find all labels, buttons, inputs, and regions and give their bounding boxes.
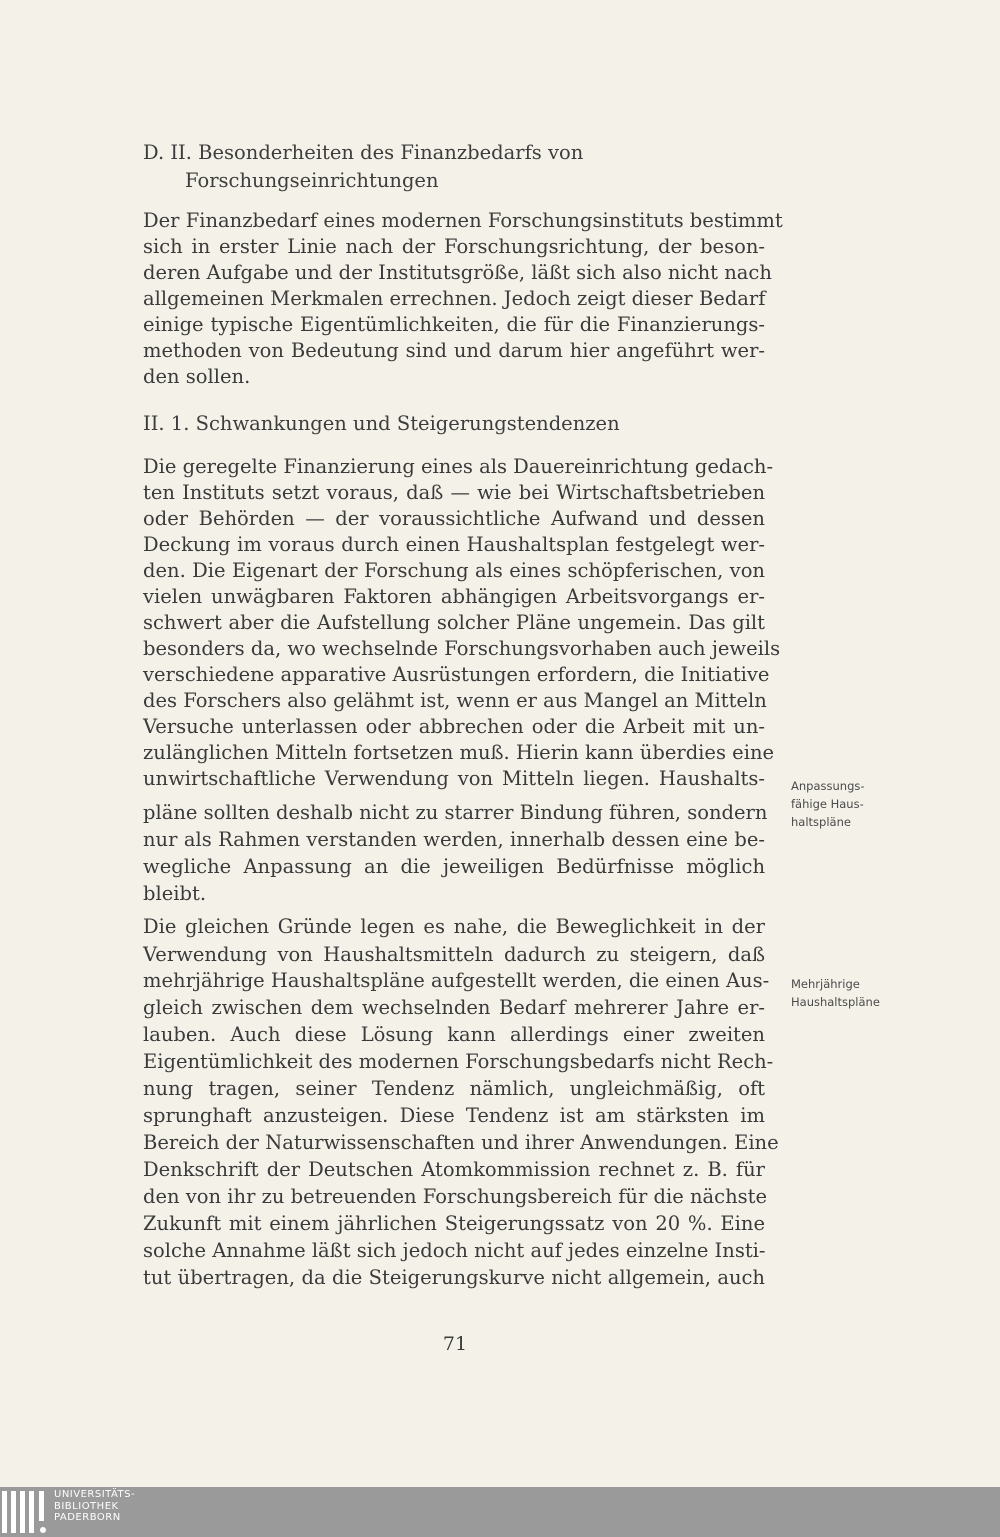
- text-line: sich in erster Linie nach der Forschungsrichtung, der beson-: [143, 235, 765, 258]
- text-line: tut übertragen, da die Steigerungskurve nicht allgemein, auch: [143, 1266, 765, 1289]
- text-line: Eigentümlichkeit des modernen Forschungsbedarfs nicht Rech-: [143, 1050, 774, 1073]
- margin-note-line: haltspläne: [791, 815, 851, 829]
- text-line: nung tragen, seiner Tendenz nämlich, ungleichmäßig, oft: [143, 1077, 765, 1100]
- text-line: wegliche Anpassung an die jeweiligen Bedürfnisse möglich: [143, 855, 765, 878]
- text-line: deren Aufgabe und der Institutsgröße, läßt sich also nicht nach: [143, 261, 772, 284]
- text-line: schwert aber die Aufstellung solcher Pläne ungemein. Das gilt: [143, 611, 765, 634]
- text-line: unwirtschaftliche Verwendung von Mitteln liegen. Haushalts-: [143, 767, 765, 790]
- library-logo-text: [54, 1489, 135, 1524]
- margin-note-line: fähige Haus-: [791, 797, 864, 811]
- text-line: Versuche unterlassen oder abbrechen oder die Arbeit mit un-: [143, 715, 765, 738]
- library-logo-line: PADERBORN: [54, 1512, 121, 1523]
- text-line: Denkschrift der Deutschen Atomkommission rechnet z. B. für: [143, 1158, 765, 1181]
- text-line: Bereich der Naturwissenschaften und ihrer Anwendungen. Eine: [143, 1131, 779, 1154]
- text-line: gleich zwischen dem wechselnden Bedarf mehrerer Jahre er-: [143, 996, 765, 1019]
- margin-note-anpassungsfaehige-haushaltsplaene: [791, 777, 921, 831]
- margin-note-mehrjaehrige-haushaltsplaene: [791, 975, 921, 1011]
- text-line: verschiedene apparative Ausrüstungen erfordern, die Initiative: [143, 663, 770, 686]
- section-heading-ii-1: II. 1. Schwankungen und Steigerungstendenzen: [143, 412, 620, 435]
- margin-note-line: Anpassungs-: [791, 779, 865, 793]
- text-line: Der Finanzbedarf eines modernen Forschungsinstituts bestimmt: [143, 209, 783, 232]
- text-line: Die gleichen Gründe legen es nahe, die Beweglichkeit in der: [143, 915, 765, 938]
- library-logo-line: UNIVERSITÄTS-: [54, 1489, 136, 1500]
- page-number: 71: [442, 1333, 468, 1355]
- library-logo-line: BIBLIOTHEK: [54, 1500, 119, 1512]
- margin-note-line: Haushaltspläne: [791, 995, 880, 1009]
- text-line: Verwendung von Haushaltsmitteln dadurch zu steigern, daß: [143, 943, 765, 966]
- text-line: sprunghaft anzusteigen. Diese Tendenz ist am stärksten im: [143, 1104, 765, 1127]
- text-line: vielen unwägbaren Faktoren abhängigen Arbeitsvorgangs er-: [143, 585, 765, 608]
- text-line: den von ihr zu betreuenden Forschungsbereich für die nächste: [143, 1185, 768, 1208]
- text-line: zulänglichen Mitteln fortsetzen muß. Hierin kann überdies eine: [143, 741, 775, 764]
- text-line: allgemeinen Merkmalen errechnen. Jedoch zeigt dieser Bedarf: [143, 287, 766, 310]
- text-line: ten Instituts setzt voraus, daß — wie bei Wirtschaftsbetrieben: [143, 481, 765, 504]
- text-line: einige typische Eigentümlichkeiten, die für die Finanzierungs-: [143, 313, 765, 336]
- text-line: Deckung im voraus durch einen Haushaltsplan festgelegt wer-: [143, 533, 765, 556]
- text-line: Die geregelte Finanzierung eines als Dauereinrichtung gedach-: [143, 455, 774, 478]
- text-line: mehrjährige Haushaltspläne aufgestellt werden, die einen Aus-: [143, 969, 770, 992]
- text-line: des Forschers also gelähmt ist, wenn er aus Mangel an Mitteln: [143, 689, 767, 712]
- text-line: solche Annahme läßt sich jedoch nicht auf jedes einzelne Insti-: [143, 1239, 766, 1262]
- text-line: oder Behörden — der voraussichtliche Aufwand und dessen: [143, 507, 765, 530]
- library-footer-bar: [0, 1487, 1000, 1537]
- text-line: den sollen.: [143, 365, 251, 388]
- text-line: lauben. Auch diese Lösung kann allerdings einer zweiten: [143, 1023, 765, 1046]
- text-line: den. Die Eigenart der Forschung als eines schöpferischen, von: [143, 559, 765, 582]
- text-line: nur als Rahmen verstanden werden, innerhalb dessen eine be-: [143, 828, 765, 851]
- text-line: pläne sollten deshalb nicht zu starrer Bindung führen, sondern: [143, 801, 768, 824]
- margin-note-line: Mehrjährige: [791, 977, 860, 991]
- text-line: Zukunft mit einem jährlichen Steigerungssatz von 20 %. Eine: [143, 1212, 765, 1235]
- text-line: bleibt.: [143, 882, 207, 905]
- text-line: besonders da, wo wechselnde Forschungsvorhaben auch jeweils: [143, 637, 781, 660]
- section-heading-d-ii: D. II. Besonderheiten des Finanzbedarfs von Forschungseinrichtungen: [143, 141, 584, 192]
- text-line: methoden von Bedeutung sind und darum hier angeführt wer-: [143, 339, 765, 362]
